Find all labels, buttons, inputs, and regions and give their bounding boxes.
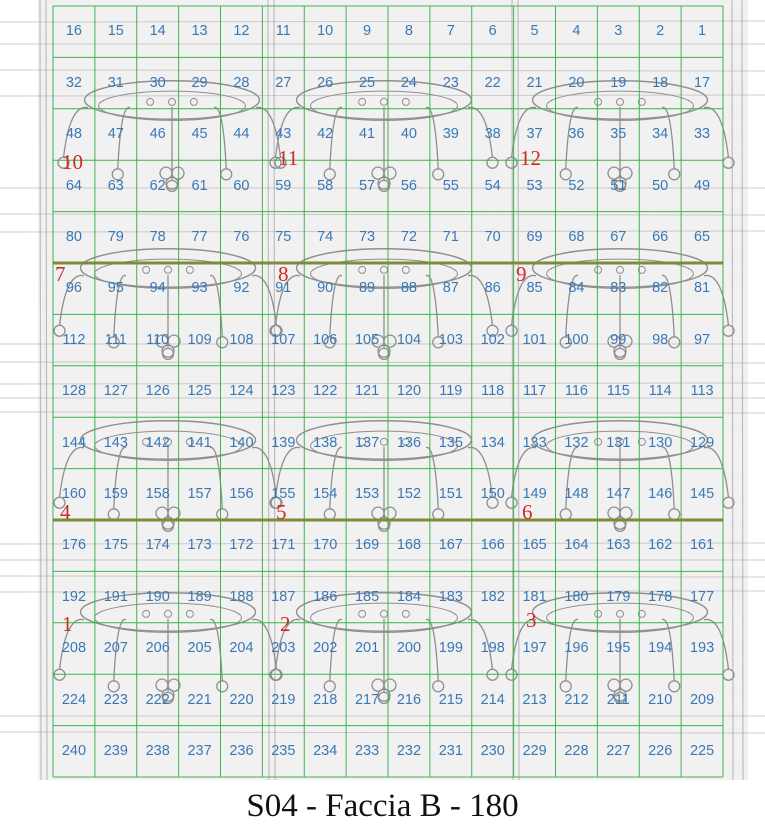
grid-cell: 151 (438, 486, 463, 503)
grid-cell: 15 (107, 23, 124, 40)
grid-cell: 104 (396, 331, 422, 348)
grid-cell: 222 (145, 691, 170, 708)
grid-cell: 137 (354, 434, 380, 451)
grid-cell: 227 (606, 743, 631, 760)
grid-cell: 72 (400, 229, 417, 246)
grid-cell: 3 (614, 23, 623, 40)
grid-cell: 155 (271, 486, 296, 503)
grid-cell: 38 (484, 126, 501, 143)
grid-cell: 140 (229, 434, 254, 451)
grid-cell: 98 (652, 331, 669, 348)
grid-cell: 182 (480, 588, 505, 605)
grid-cell: 5 (530, 23, 539, 40)
grid-cell: 180 (564, 588, 589, 605)
grid-cell: 9 (363, 23, 372, 40)
grid-cell: 139 (271, 434, 296, 451)
grid-cell: 107 (271, 331, 296, 348)
grid-cell: 90 (317, 280, 334, 297)
grid-cell: 199 (438, 640, 463, 657)
grid-cell: 156 (229, 486, 254, 503)
grid-cell: 177 (689, 588, 715, 605)
grid-cell: 41 (358, 126, 376, 143)
grid-cell: 232 (396, 743, 422, 760)
diagram-caption: S04 - Faccia B - 180 (246, 788, 519, 824)
grid-cell: 95 (107, 280, 124, 297)
grid-cell: 20 (568, 74, 585, 91)
grid-cell: 121 (354, 383, 380, 400)
grid-cell: 6 (488, 23, 497, 40)
grid-cell: 109 (187, 331, 212, 348)
grid-cell: 4 (572, 23, 581, 40)
grid-cell: 17 (693, 74, 711, 91)
grid-cell: 136 (396, 434, 422, 451)
grid-cell: 230 (480, 743, 505, 760)
grid-cell: 64 (65, 177, 82, 194)
grid-cell: 190 (145, 588, 170, 605)
grid-cell: 130 (648, 434, 673, 451)
grid-cell: 55 (442, 177, 459, 194)
grid-cell: 84 (568, 280, 585, 297)
grid-cell: 198 (480, 640, 505, 657)
grid-cell: 69 (526, 229, 543, 246)
grid-cell: 39 (442, 126, 459, 143)
grid-cell: 96 (65, 280, 82, 297)
grid-cell: 157 (187, 486, 212, 503)
grid-cell: 110 (146, 331, 170, 348)
grid-cell: 128 (61, 383, 87, 400)
grid-cell: 138 (313, 434, 338, 451)
grid-cell: 194 (648, 640, 673, 657)
grid-cell: 162 (648, 537, 673, 554)
grid-cell: 88 (400, 280, 417, 297)
grid-cell: 219 (271, 691, 296, 708)
grid-cell: 30 (149, 74, 166, 91)
grid-cell: 118 (481, 383, 505, 400)
grid-cell: 220 (229, 691, 254, 708)
grid-cell: 131 (606, 434, 631, 451)
grid-cell: 202 (313, 640, 338, 657)
grid-cell: 154 (313, 486, 338, 503)
grid-cell: 86 (484, 280, 501, 297)
grid-cell: 68 (568, 229, 585, 246)
grid-cell: 24 (400, 74, 417, 91)
grid-cell: 78 (149, 229, 166, 246)
grid-cell: 176 (61, 537, 87, 554)
grid-cell: 204 (229, 640, 254, 657)
grid-cell: 102 (480, 331, 505, 348)
grid-cell: 213 (522, 691, 547, 708)
grid-cell: 42 (317, 126, 334, 143)
sector-label-9: 9 (516, 262, 527, 286)
grid-cell: 195 (606, 640, 631, 657)
grid-cell: 21 (526, 74, 543, 91)
grid-cell: 57 (358, 177, 376, 194)
grid-cell: 40 (400, 126, 417, 143)
grid-cell: 37 (526, 126, 543, 143)
grid-cell: 25 (358, 74, 376, 91)
grid-cell: 147 (606, 486, 631, 503)
grid-cell: 36 (568, 126, 585, 143)
grid-cell: 168 (396, 537, 422, 554)
grid-cell: 134 (480, 434, 505, 451)
grid-cell: 185 (354, 588, 380, 605)
grid-cell: 186 (313, 588, 338, 605)
grid-cell: 52 (568, 177, 585, 194)
grid-cell: 34 (652, 126, 669, 143)
grid-cell: 46 (149, 126, 166, 143)
grid-cell: 238 (145, 743, 170, 760)
grid-cell: 27 (275, 74, 292, 91)
grid-cell: 54 (484, 177, 501, 194)
grid-cell: 207 (103, 640, 128, 657)
grid-cell: 33 (693, 126, 711, 143)
grid-cell: 171 (271, 537, 296, 554)
grid-cell: 8 (404, 23, 413, 40)
grid-cell: 26 (317, 74, 334, 91)
grid-cell: 236 (229, 743, 254, 760)
grid-cell: 116 (564, 383, 588, 400)
grid-cell: 211 (606, 691, 630, 708)
grid-cell: 196 (564, 640, 589, 657)
grid-cell: 101 (522, 331, 547, 348)
grid-cell: 225 (689, 743, 715, 760)
grid-cell: 235 (271, 743, 296, 760)
grid-cell: 224 (61, 691, 87, 708)
grid-cell: 50 (652, 177, 669, 194)
grid-cell: 18 (652, 74, 669, 91)
sector-label-8: 8 (278, 262, 289, 286)
grid-cell: 117 (523, 383, 547, 400)
grid-cell: 61 (191, 177, 208, 194)
grid-cell: 103 (438, 331, 463, 348)
sector-label-1: 1 (62, 612, 73, 636)
grid-cell: 214 (480, 691, 505, 708)
grid-cell: 97 (693, 331, 711, 348)
grid-cell: 206 (145, 640, 170, 657)
grid-cell: 209 (689, 691, 715, 708)
grid-cell: 112 (62, 331, 86, 348)
grid-cell: 12 (233, 23, 250, 40)
grid-cell: 49 (693, 177, 711, 194)
grid-cell: 200 (396, 640, 422, 657)
grid-cell: 178 (648, 588, 673, 605)
grid-cell: 123 (271, 383, 296, 400)
grid-cell: 94 (149, 280, 166, 297)
grid-cell: 73 (358, 229, 376, 246)
grid-cell: 70 (484, 229, 501, 246)
grid-cell: 89 (358, 280, 376, 297)
grid-cell: 67 (610, 229, 627, 246)
grid-cell: 212 (564, 691, 589, 708)
grid-cell: 228 (564, 743, 589, 760)
grid-cell: 127 (103, 383, 128, 400)
grid-cell: 187 (271, 588, 296, 605)
grid-cell: 203 (271, 640, 296, 657)
grid-cell: 122 (313, 383, 338, 400)
grid-cell: 144 (61, 434, 87, 451)
grid-cell: 100 (564, 331, 589, 348)
grid-cell: 92 (233, 280, 250, 297)
sector-label-12: 12 (520, 146, 541, 170)
grid-cell: 79 (107, 229, 124, 246)
grid-cell: 216 (396, 691, 422, 708)
grid-cell: 133 (522, 434, 547, 451)
grid-cell: 197 (522, 640, 547, 657)
grid-cell: 193 (689, 640, 715, 657)
grid-cell: 80 (65, 229, 82, 246)
grid-cell: 48 (65, 126, 82, 143)
grid-cell: 172 (229, 537, 254, 554)
grid-cell: 163 (606, 537, 631, 554)
grid-cell: 43 (275, 126, 292, 143)
grid-cell: 87 (442, 280, 459, 297)
grid-cell: 22 (484, 74, 501, 91)
grid-cell: 237 (187, 743, 212, 760)
grid-cell: 81 (693, 280, 711, 297)
grid-cell: 231 (438, 743, 463, 760)
grid-cell: 132 (564, 434, 589, 451)
grid-cell: 66 (652, 229, 669, 246)
grid-cell: 192 (61, 588, 87, 605)
grid-cell: 119 (439, 383, 463, 400)
grid-cell: 35 (610, 126, 627, 143)
grid-cell: 62 (149, 177, 166, 194)
grid-cell: 175 (103, 537, 128, 554)
grid-cell: 148 (564, 486, 589, 503)
grid-cell: 32 (65, 74, 82, 91)
grid-cell: 31 (107, 74, 124, 91)
grid-cell: 63 (107, 177, 124, 194)
grid-cell: 77 (191, 229, 208, 246)
grid-cell: 45 (191, 126, 208, 143)
grid-cell: 13 (191, 23, 208, 40)
grid-cell: 170 (313, 537, 338, 554)
grid-cell: 29 (191, 74, 208, 91)
grid-cell: 167 (438, 537, 463, 554)
grid-cell: 205 (187, 640, 212, 657)
grid-cell: 161 (689, 537, 715, 554)
grid-cell: 146 (648, 486, 673, 503)
grid-cell: 169 (354, 537, 380, 554)
grid-cell: 164 (564, 537, 589, 554)
grid-cell: 23 (442, 74, 459, 91)
grid-cell: 111 (104, 331, 127, 348)
grid-cell: 105 (354, 331, 380, 348)
grid-cell: 208 (61, 640, 87, 657)
grid-cell: 75 (275, 229, 292, 246)
grid-cell: 240 (61, 743, 87, 760)
grid-cell: 165 (522, 537, 547, 554)
grid-cell: 149 (522, 486, 547, 503)
grid-cell: 210 (648, 691, 673, 708)
grid-cell: 59 (275, 177, 292, 194)
grid-cell: 201 (354, 640, 380, 657)
grid-cell: 152 (396, 486, 422, 503)
sector-label-11: 11 (278, 146, 299, 170)
grid-cell: 83 (610, 280, 627, 297)
grid-cell: 191 (103, 588, 128, 605)
grid-cell: 143 (103, 434, 128, 451)
grid-cell: 166 (480, 537, 505, 554)
grid-cell: 135 (438, 434, 463, 451)
sector-label-5: 5 (276, 500, 287, 524)
grid-cell: 99 (610, 331, 627, 348)
grid-cell: 189 (187, 588, 212, 605)
grid-cell: 160 (61, 486, 87, 503)
grid-cell: 150 (480, 486, 505, 503)
grid-cell: 218 (313, 691, 338, 708)
sector-label-6: 6 (522, 500, 533, 524)
grid-cell: 115 (606, 383, 630, 400)
grid-cell: 158 (145, 486, 170, 503)
grid-cell: 56 (400, 177, 417, 194)
grid-cell: 124 (229, 383, 254, 400)
grid-cell: 223 (103, 691, 128, 708)
grid-cell: 142 (145, 434, 170, 451)
grid-cell: 221 (187, 691, 212, 708)
grid-cell: 126 (145, 383, 170, 400)
grid-cell: 125 (187, 383, 212, 400)
grid-cell: 91 (275, 280, 292, 297)
grid-cell: 141 (187, 434, 212, 451)
sector-label-4: 4 (60, 500, 71, 524)
grid-cell: 7 (446, 23, 455, 40)
grid-cell: 51 (610, 177, 627, 194)
grid-cell: 108 (229, 331, 254, 348)
sector-label-2: 2 (280, 612, 291, 636)
grid-cell: 16 (65, 23, 82, 40)
grid-cell: 229 (522, 743, 547, 760)
grid-cell: 113 (690, 383, 714, 400)
grid-cell: 10 (317, 23, 334, 40)
grid-cell: 60 (233, 177, 250, 194)
sector-label-7: 7 (55, 262, 66, 286)
grid-cell: 19 (610, 74, 627, 91)
grid-cell: 82 (652, 280, 669, 297)
grid-cell: 114 (648, 383, 672, 400)
grid-cell: 239 (103, 743, 128, 760)
grid-cell: 53 (526, 177, 543, 194)
sector-label-3: 3 (526, 608, 537, 632)
grid-cell: 28 (233, 74, 250, 91)
grid-cell: 44 (233, 126, 250, 143)
grid-cell: 184 (396, 588, 422, 605)
grid-cell: 174 (145, 537, 170, 554)
grid-cell: 76 (233, 229, 250, 246)
grid-cell: 2 (656, 23, 665, 40)
grid-cell: 183 (438, 588, 463, 605)
grid-cell: 71 (442, 229, 459, 246)
grid-cell: 1 (698, 23, 707, 40)
grid-cell: 159 (103, 486, 128, 503)
grid-cell: 145 (689, 486, 715, 503)
grid-cell: 215 (438, 691, 463, 708)
grid-cell: 11 (275, 23, 291, 40)
grid-cell: 226 (648, 743, 673, 760)
grid-cell: 85 (526, 280, 543, 297)
grid-cell: 173 (187, 537, 212, 554)
grid-cell: 233 (354, 743, 380, 760)
grid-cell: 120 (396, 383, 422, 400)
grid-cell: 188 (229, 588, 254, 605)
grid-cell: 65 (693, 229, 711, 246)
grid-cell: 106 (313, 331, 338, 348)
sector-label-10: 10 (62, 150, 83, 174)
grid-cell: 181 (522, 588, 547, 605)
grid-cell: 47 (107, 126, 124, 143)
grid-cell: 58 (317, 177, 334, 194)
grid-cell: 129 (689, 434, 715, 451)
grid-cell: 93 (191, 280, 208, 297)
grid-cell: 153 (354, 486, 380, 503)
grid-cell: 234 (313, 743, 338, 760)
grid-cell: 179 (606, 588, 631, 605)
grid-cell: 217 (354, 691, 380, 708)
grid-cell: 14 (149, 23, 166, 40)
grid-cell: 74 (317, 229, 334, 246)
